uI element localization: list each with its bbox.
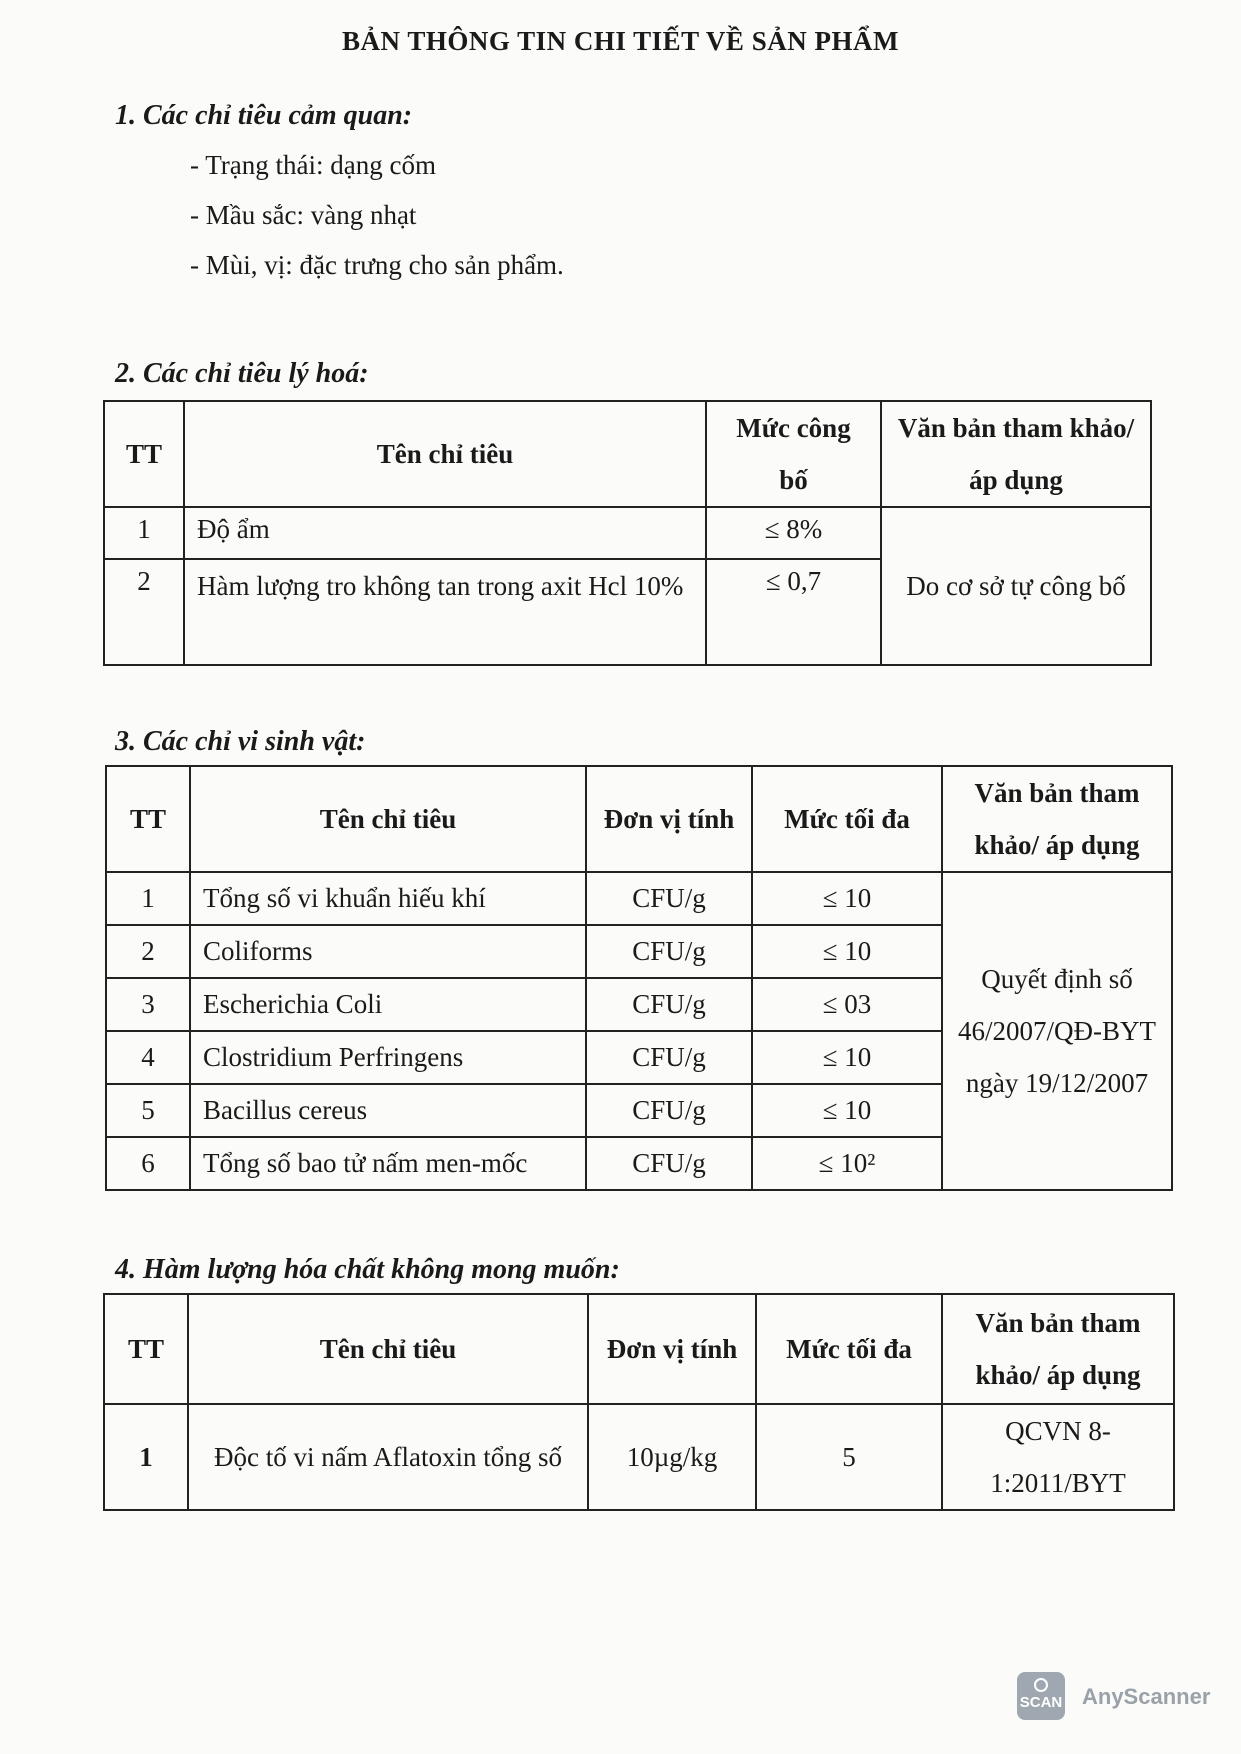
- row-tt: 1: [104, 1404, 188, 1510]
- row-tt: 1: [104, 507, 184, 559]
- contaminants-table: [103, 1293, 1175, 1511]
- row-name: Tổng số vi khuẩn hiếu khí: [190, 872, 586, 925]
- row-name: Coliforms: [190, 925, 586, 978]
- col-header-level: Mức công bố: [706, 401, 881, 507]
- sensory-item-taste: - Mùi, vị: đặc trưng cho sản phẩm.: [190, 250, 564, 280]
- row-max: ≤ 10²: [752, 1137, 942, 1190]
- row-max: ≤ 10: [752, 1031, 942, 1084]
- col-header-unit: Đơn vị tính: [588, 1294, 756, 1404]
- row-max: 5: [756, 1404, 942, 1510]
- row-reference: Do cơ sở tự công bố: [881, 507, 1151, 665]
- table-header-row: [104, 1294, 1174, 1404]
- scanner-brand: AnyScanner: [1082, 1684, 1211, 1709]
- row-tt: 3: [106, 978, 190, 1031]
- row-tt: 2: [104, 559, 184, 665]
- row-name: Hàm lượng tro không tan trong axit Hcl 10%: [184, 559, 706, 665]
- row-max: ≤ 10: [752, 1084, 942, 1137]
- row-unit: CFU/g: [586, 1031, 752, 1084]
- row-unit: CFU/g: [586, 872, 752, 925]
- col-header-name: Tên chỉ tiêu: [184, 401, 706, 507]
- row-name: Bacillus cereus: [190, 1084, 586, 1137]
- row-unit: CFU/g: [586, 1137, 752, 1190]
- section-3-heading: 3. Các chỉ vi sinh vật:: [115, 726, 366, 757]
- table-row: [106, 872, 1172, 925]
- sensory-item-color: - Mầu sắc: vàng nhạt: [190, 200, 417, 230]
- row-tt: 2: [106, 925, 190, 978]
- col-header-tt: TT: [104, 401, 184, 507]
- row-reference: QCVN 8-1:2011/BYT: [942, 1404, 1174, 1510]
- row-unit: CFU/g: [586, 925, 752, 978]
- row-reference: Quyết định số 46/2007/QĐ-BYT ngày 19/12/2007: [942, 872, 1172, 1190]
- col-header-reference: Văn bản tham khảo/ áp dụng: [881, 401, 1151, 507]
- row-level: ≤ 8%: [706, 507, 881, 559]
- microbiology-table: [105, 765, 1173, 1191]
- scanner-logo: [1017, 1672, 1065, 1720]
- row-tt: 6: [106, 1137, 190, 1190]
- table-row: [104, 507, 1151, 559]
- row-unit: 10µg/kg: [588, 1404, 756, 1510]
- row-tt: 1: [106, 872, 190, 925]
- row-max: ≤ 10: [752, 925, 942, 978]
- scanner-logo-text: SCAN: [1019, 1694, 1063, 1711]
- row-unit: CFU/g: [586, 978, 752, 1031]
- row-level: ≤ 0,7: [706, 559, 881, 665]
- row-name: Clostridium Perfringens: [190, 1031, 586, 1084]
- physicochemical-table: [103, 400, 1152, 666]
- table-header-row: [104, 401, 1151, 507]
- section-2-heading: 2. Các chỉ tiêu lý hoá:: [115, 358, 369, 389]
- row-unit: CFU/g: [586, 1084, 752, 1137]
- row-tt: 4: [106, 1031, 190, 1084]
- col-header-tt: TT: [104, 1294, 188, 1404]
- col-header-name: Tên chỉ tiêu: [188, 1294, 588, 1404]
- section-4-heading: 4. Hàm lượng hóa chất không mong muốn:: [115, 1254, 620, 1285]
- page-title: BẢN THÔNG TIN CHI TIẾT VỀ SẢN PHẨM: [342, 26, 899, 56]
- col-header-unit: Đơn vị tính: [586, 766, 752, 872]
- row-max: ≤ 10: [752, 872, 942, 925]
- row-max: ≤ 03: [752, 978, 942, 1031]
- row-name: Độ ẩm: [184, 507, 706, 559]
- col-header-tt: TT: [106, 766, 190, 872]
- col-header-max: Mức tối đa: [756, 1294, 942, 1404]
- row-tt: 5: [106, 1084, 190, 1137]
- row-name: Tổng số bao tử nấm men-mốc: [190, 1137, 586, 1190]
- col-header-reference: Văn bản tham khảo/ áp dụng: [942, 1294, 1174, 1404]
- row-name: Escherichia Coli: [190, 978, 586, 1031]
- table-header-row: [106, 766, 1172, 872]
- col-header-name: Tên chỉ tiêu: [190, 766, 586, 872]
- table-row: [104, 1404, 1174, 1510]
- section-1-heading: 1. Các chỉ tiêu cảm quan:: [115, 100, 413, 131]
- scan-icon: [1034, 1678, 1048, 1692]
- row-name: Độc tố vi nấm Aflatoxin tổng số: [188, 1404, 588, 1510]
- col-header-max: Mức tối đa: [752, 766, 942, 872]
- sensory-item-state: - Trạng thái: dạng cốm: [190, 150, 436, 180]
- col-header-reference: Văn bản tham khảo/ áp dụng: [942, 766, 1172, 872]
